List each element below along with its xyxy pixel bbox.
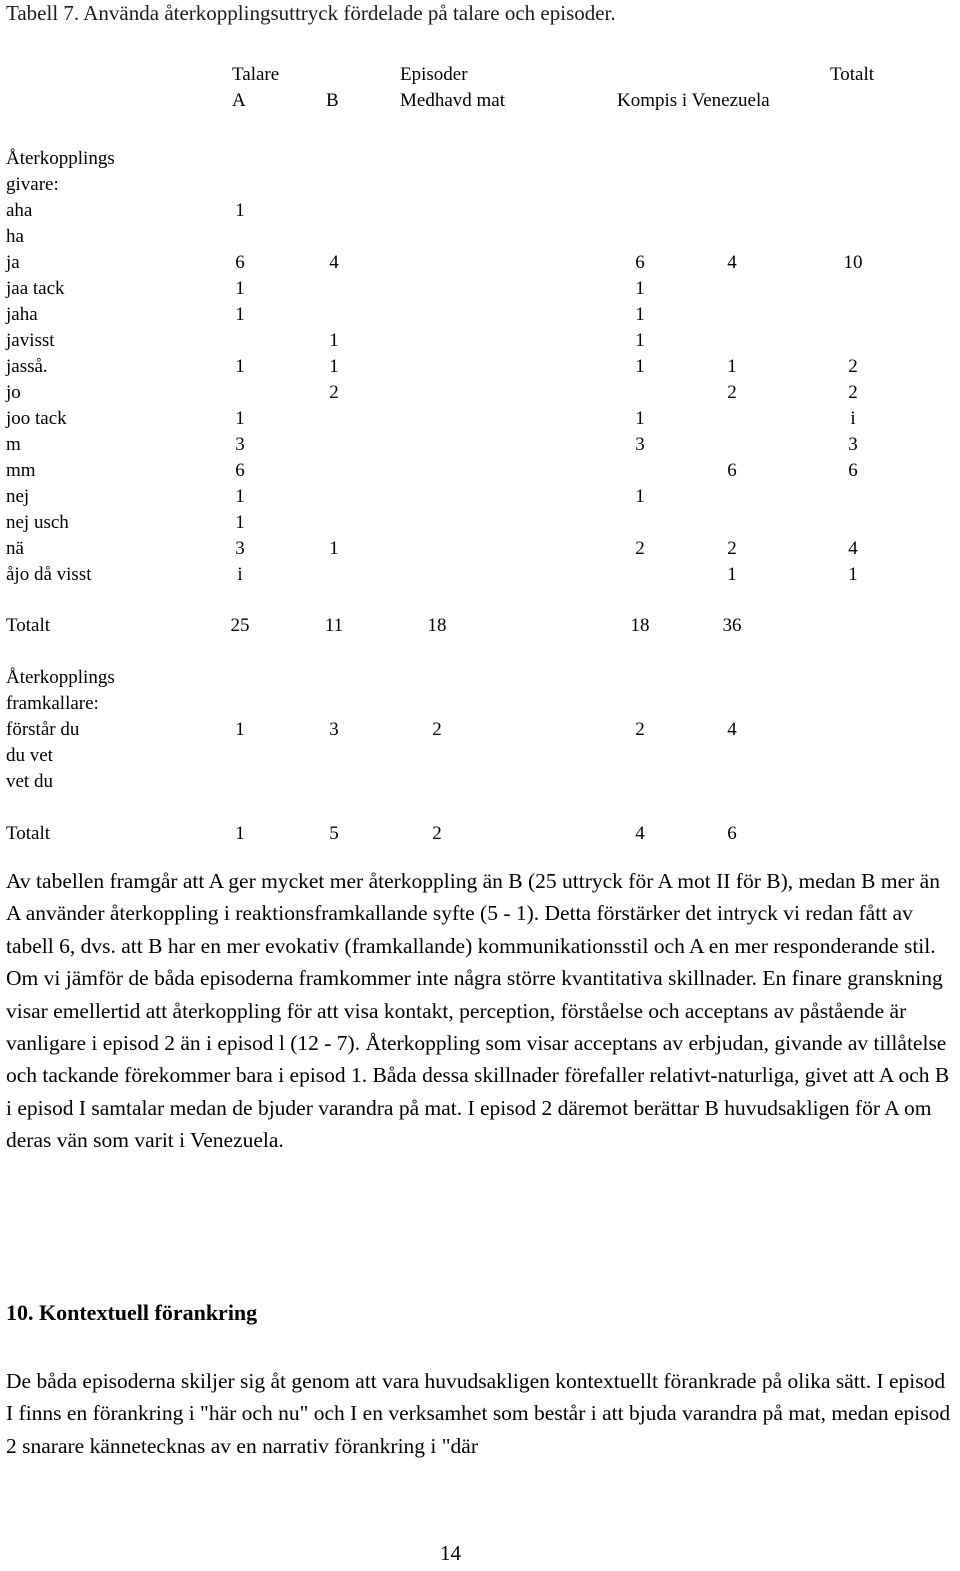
table-row-framkallare-label: förstår du bbox=[6, 719, 80, 740]
table-row-label: aha bbox=[6, 200, 33, 221]
header-totalt: Totalt bbox=[830, 64, 875, 85]
table-row-cell-b: 1 bbox=[329, 330, 339, 351]
table-row-cell-b: 1 bbox=[329, 538, 339, 559]
table-row-label: jasså. bbox=[6, 356, 48, 377]
table-row-cell-e2: 1 bbox=[635, 408, 645, 429]
total-row-label: Totalt bbox=[6, 615, 51, 636]
table-row-cell-e3: 1 bbox=[727, 356, 737, 377]
table-row-cell-e2: 2 bbox=[635, 538, 645, 559]
total-row-cell-e2: 18 bbox=[630, 615, 650, 636]
table-row-label: ha bbox=[6, 226, 24, 247]
table-row-cell-e2: 1 bbox=[635, 330, 645, 351]
table-row-framkallare-label: du vet bbox=[6, 745, 53, 766]
table-row-cell-e2: 1 bbox=[635, 356, 645, 377]
table-row-cell-tot: 2 bbox=[848, 382, 858, 403]
table-row-cell-a: i bbox=[237, 564, 243, 585]
table-row-cell-e2: 1 bbox=[635, 278, 645, 299]
table-row-label: nä bbox=[6, 538, 24, 559]
table-row-cell-a: 1 bbox=[235, 200, 245, 221]
header-episode-1: Medhavd mat bbox=[400, 90, 506, 111]
table-row-cell-a: 1 bbox=[235, 512, 245, 533]
table-row-cell-a: 1 bbox=[235, 356, 245, 377]
table-row-cell-a: 6 bbox=[235, 460, 245, 481]
total-row-2-cell-b: 5 bbox=[329, 823, 339, 844]
total-row-2-cell-e1: 2 bbox=[432, 823, 442, 844]
header-talare: Talare bbox=[232, 64, 280, 85]
section-framkallare-label: Återkopplings bbox=[6, 667, 115, 688]
table-row-cell-a: 6 bbox=[235, 252, 245, 273]
table-row-framkallare-cell-e1: 2 bbox=[432, 719, 442, 740]
table-row-cell-tot: 1 bbox=[848, 564, 858, 585]
table-row-cell-e2: 3 bbox=[635, 434, 645, 455]
header-col-a: A bbox=[232, 90, 246, 111]
table-row-cell-a: 1 bbox=[235, 304, 245, 325]
table-row-cell-e3: 2 bbox=[727, 382, 737, 403]
table-row-cell-tot: i bbox=[850, 408, 856, 429]
table-row-cell-a: 3 bbox=[235, 434, 245, 455]
table-row-label: nej bbox=[6, 486, 30, 507]
table-row-label: javisst bbox=[6, 330, 55, 351]
total-row-cell-a: 25 bbox=[230, 615, 250, 636]
table-row-cell-a: 1 bbox=[235, 408, 245, 429]
section-givare-label-2: givare: bbox=[6, 174, 59, 195]
table-row-framkallare-cell-b: 3 bbox=[329, 719, 339, 740]
table-row-label: mm bbox=[6, 460, 36, 481]
body-paragraph-2: De båda episoderna skiljer sig åt genom att vara huvudsakligen kontextuellt förankrade på olika sätt. I episod I finns en förankring i "här och nu" och I en verksamhet som består i att bjuda varandra på mat, medan episod 2 snarare kännetecknas av en narrativ förankring i "där bbox=[6, 1369, 951, 1458]
table-row-cell-e2: 1 bbox=[635, 304, 645, 325]
table-row-framkallare-cell-a: 1 bbox=[235, 719, 245, 740]
table-row-cell-b: 2 bbox=[329, 382, 339, 403]
header-episoder: Episoder bbox=[400, 64, 468, 85]
table-row-cell-e2: 1 bbox=[635, 486, 645, 507]
body-paragraph-1: Av tabellen framgår att A ger mycket mer återkoppling än B (25 uttryck för A mot II för B), medan B mer än A använder återkoppling i reaktionsframkallande syfte (5 - 1). Detta förstärker det intryck vi redan fått av tabell 6, dvs. att B har en mer evokativ (framkallande) kommunikationsstil och A en mer responderande stil. Om vi jämför de båda episoderna framkommer inte några större kvantitativa skillnader. En finare granskning visar emellertid att återkoppling för att visa kontakt, perception, förståelse och acceptans av påstående är vanligare i episod 2 än i episod l (12 - 7). Återkoppling som visar acceptans av erbjudan, givande av tillåtelse och tackande förekommer bara i episod 1. Båda dessa skillnader förefaller relativt-naturliga, givet att A och B i episod I samtalar medan de bjuder varandra på mat. I episod 2 däremot berättar B huvudsakligen för A om deras vän som varit i Venezuela. bbox=[6, 869, 950, 1153]
table-row-cell-tot: 4 bbox=[848, 538, 858, 559]
table-row-cell-e3: 4 bbox=[727, 252, 737, 273]
table-row-label: jaha bbox=[6, 304, 38, 325]
table-row-cell-e3: 1 bbox=[727, 564, 737, 585]
table-row-label: ja bbox=[6, 252, 20, 273]
table-row-cell-b: 1 bbox=[329, 356, 339, 377]
total-row-2-cell-a: 1 bbox=[235, 823, 245, 844]
table-caption: Tabell 7. Använda återkopplingsuttryck fördelade på talare och episoder. bbox=[6, 1, 616, 25]
total-row-2-cell-e2: 4 bbox=[635, 823, 645, 844]
section-framkallare-label-2: framkallare: bbox=[6, 693, 99, 714]
table-row-label: jaa tack bbox=[6, 278, 65, 299]
total-row-2-cell-e3: 6 bbox=[727, 823, 737, 844]
section-heading: 10. Kontextuell förankring bbox=[6, 1300, 258, 1325]
table-row-label: jo bbox=[6, 382, 21, 403]
table-row-framkallare-cell-e3: 4 bbox=[727, 719, 737, 740]
table-row-cell-b: 4 bbox=[329, 252, 339, 273]
total-row-cell-e3: 36 bbox=[722, 615, 742, 636]
total-row-cell-e1: 18 bbox=[427, 615, 447, 636]
table-row-cell-e3: 2 bbox=[727, 538, 737, 559]
header-episode-2: Kompis i Venezuela bbox=[617, 90, 770, 111]
total-row-cell-b: 11 bbox=[324, 615, 344, 636]
table-row-label: nej usch bbox=[6, 512, 69, 533]
header-col-b: B bbox=[326, 90, 339, 111]
table-row-framkallare-cell-e2: 2 bbox=[635, 719, 645, 740]
table-row-cell-a: 1 bbox=[235, 486, 245, 507]
table-row-cell-tot: 10 bbox=[843, 252, 863, 273]
total-row-2-label: Totalt bbox=[6, 823, 51, 844]
section-givare-label: Återkopplings bbox=[6, 148, 115, 169]
table-row-label: åjo då visst bbox=[6, 564, 92, 585]
table-row-cell-tot: 3 bbox=[848, 434, 858, 455]
table-row-cell-e2: 6 bbox=[635, 252, 645, 273]
table-row-cell-tot: 2 bbox=[848, 356, 858, 377]
table-row-label: m bbox=[6, 434, 21, 455]
table-row-cell-a: 1 bbox=[235, 278, 245, 299]
page-number: 14 bbox=[440, 1541, 461, 1565]
table-row-label: joo tack bbox=[6, 408, 67, 429]
table-row-cell-a: 3 bbox=[235, 538, 245, 559]
table-row-cell-e3: 6 bbox=[727, 460, 737, 481]
table-row-cell-tot: 6 bbox=[848, 460, 858, 481]
table-row-framkallare-label: vet du bbox=[6, 771, 53, 792]
